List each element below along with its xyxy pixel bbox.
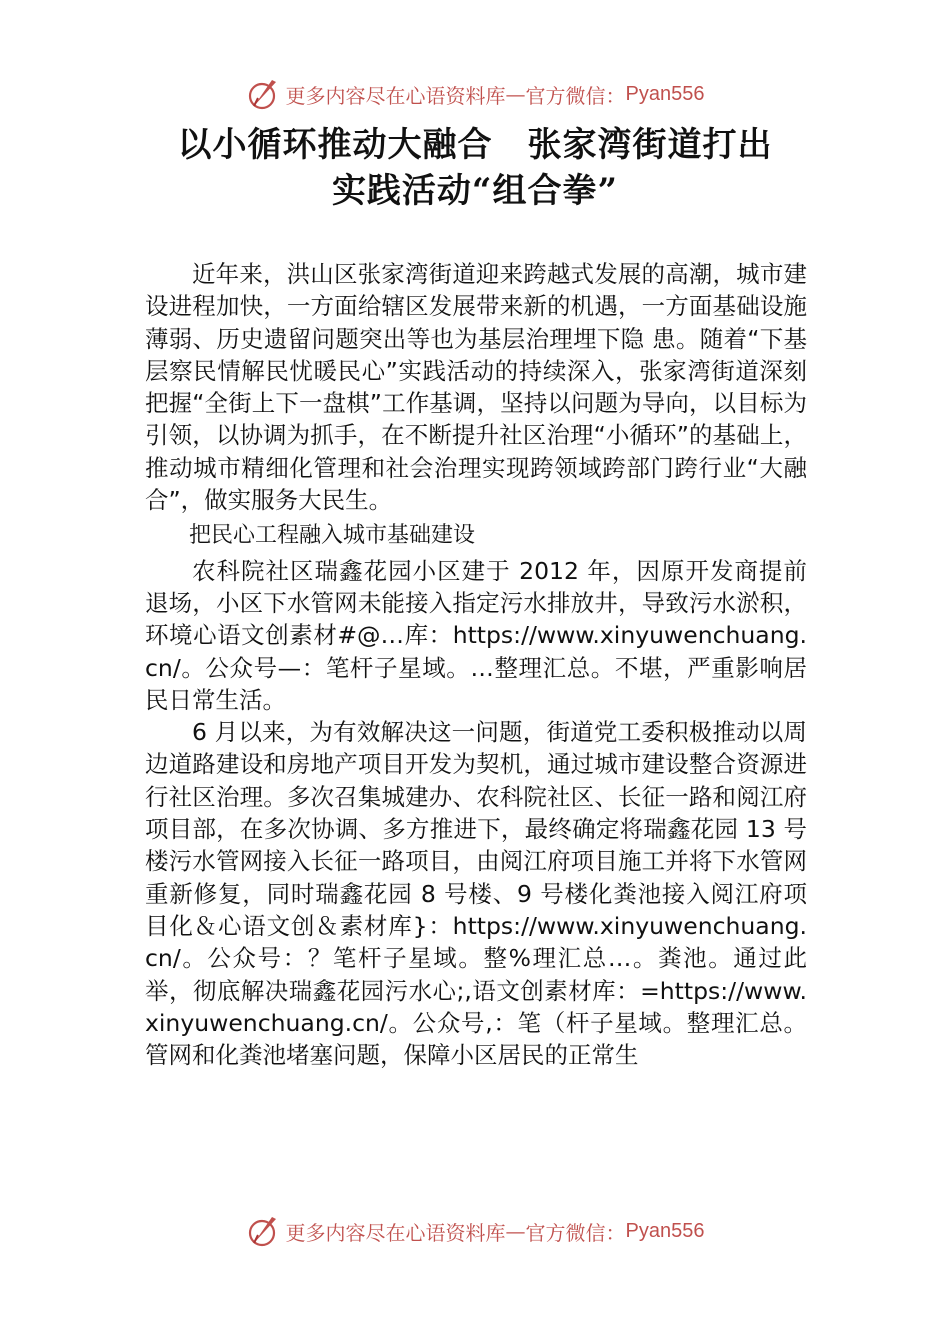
section-heading: 把民心工程融入城市基础建设	[189, 523, 476, 549]
quill-logo-icon	[246, 76, 282, 112]
title-line-2: 实践活动“组合拳”	[331, 171, 619, 211]
paragraph-intro: 近年来，洪山区张家湾街道迎来跨越式发展的高潮，城市建设进程加快，一方面给辖区发展带来新的机遇，一方面基础设施薄弱、历史遗留问题突出等也为基层治理埋下隐 患。随着“下基层察民情解民忧暖民心”实践活动的持续深入，张家湾街道深刻把握“全街上下一盘棋”工作基调，坚持以问题为导向，以目标为引领，以协调为抓手，在不断提升社区治理“小循环”的基础上，推动城市精细化管理和社会治理实现跨领域跨部门跨行业“大融合”，做实服务大民生。	[145, 260, 807, 515]
paragraph-solution: 6 月以来，为有效解决这一问题，街道党工委积极推动以周边道路建设和房地产项目开发为契机，通过城市建设整合资源进行社区治理。多次召集城建办、农科院社区、长征一路和阅江府项目部，在多次协调、多方推进下，最终确定将瑞鑫花园 13 号楼污水管网接入长征一路项目，由阅江府项目施工并将下水管网重新修复，同时瑞鑫花园 8 号楼、9 号楼化粪池接入阅江府项目化＆心语文创＆素材库}：https://www.xinyuwenchuang.cn/。公众号：？笔杆子星域。整%理汇总…。粪池。通过此举，彻底解决瑞鑫花园污水心;,语文创素材库：=https://www.xinyuwenchuang.cn/。公众号,：笔（杆子星域。整理汇总。管网和化粪池堵塞问题，保障小区居民的正常生	[145, 718, 807, 1070]
banner-wechat-label: 官方微信：	[525, 83, 626, 108]
header-banner	[0, 72, 950, 116]
banner-text: 更多内容尽在心语资料库	[285, 1220, 506, 1245]
banner-separator: —	[505, 82, 526, 106]
banner-wechat-id: Pyan556	[625, 82, 705, 105]
footer-banner	[0, 1209, 950, 1253]
article-body	[145, 258, 807, 1071]
quill-logo-icon	[246, 1213, 282, 1249]
banner-separator: —	[505, 1219, 526, 1243]
document-title	[60, 122, 890, 214]
paragraph-background: 农科院社区瑞鑫花园小区建于 2012 年，因原开发商提前退场，小区下水管网未能接入指定污水排放井，导致污水淤积，环境心语文创素材#@…库：https://www.xinyuwenchuang.cn/。公众号—：笔杆子星域。…整理汇总。不堪，严重影响居民日常生活。	[145, 556, 807, 714]
banner-wechat-label: 官方微信：	[525, 1220, 626, 1245]
banner-wechat-id: Pyan556	[625, 1219, 705, 1242]
title-line-1: 以小循环推动大融合 张家湾街道打出	[177, 125, 773, 165]
banner-text: 更多内容尽在心语资料库	[285, 83, 506, 108]
